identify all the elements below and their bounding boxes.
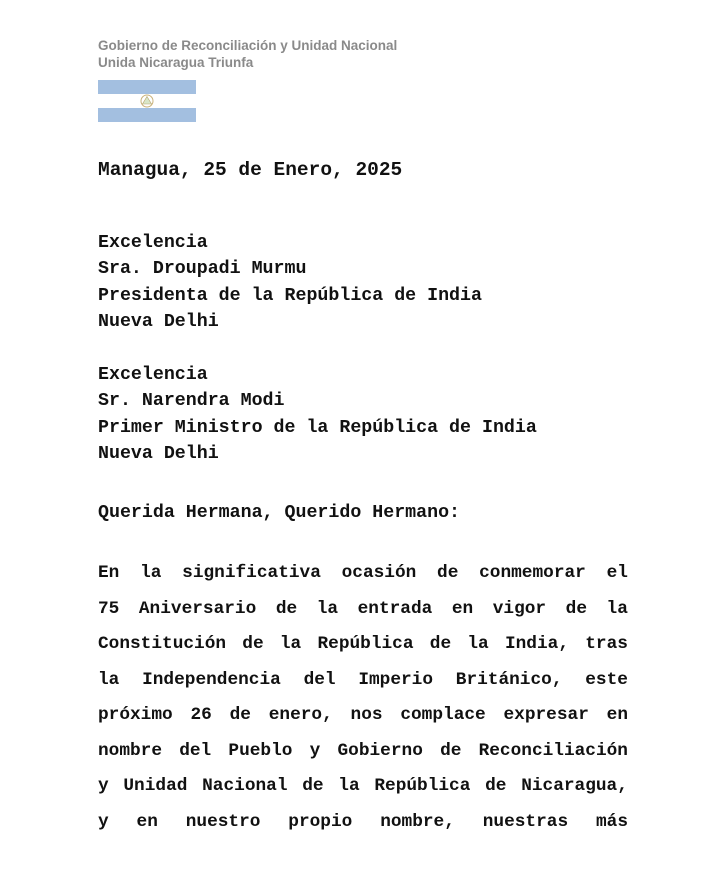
body-word: India, bbox=[504, 634, 569, 654]
body-word: Unidad bbox=[123, 776, 188, 796]
body-word: y bbox=[98, 776, 109, 796]
letterhead bbox=[98, 37, 397, 71]
body-word: nombre, bbox=[380, 811, 455, 832]
body-word: tras bbox=[585, 634, 628, 654]
recipient-city: Nueva Delhi bbox=[98, 443, 219, 464]
body-word: entrada bbox=[357, 598, 433, 619]
body-word: del bbox=[303, 669, 336, 690]
nicaragua-flag-icon bbox=[98, 80, 196, 122]
body-word: Aniversario bbox=[138, 598, 257, 619]
recipient-block-prime-minister bbox=[98, 362, 537, 467]
body-word: nombre bbox=[98, 740, 163, 761]
body-word: en bbox=[451, 598, 474, 619]
body-line bbox=[98, 596, 628, 632]
body-word: 75 bbox=[98, 598, 120, 619]
body-word: Constitución bbox=[98, 634, 227, 654]
body-line bbox=[98, 773, 628, 809]
recipient-title: Primer Ministro de la República de India bbox=[98, 417, 537, 438]
recipient-name: Sra. Droupadi Murmu bbox=[98, 259, 307, 280]
body-word: y bbox=[309, 740, 321, 761]
body-word: de bbox=[565, 598, 587, 619]
body-word: Nicaragua, bbox=[521, 776, 628, 796]
body-word: nuestras bbox=[482, 811, 569, 832]
letter-body bbox=[98, 560, 628, 844]
body-word: 26 bbox=[190, 705, 212, 725]
recipient-name: Sr. Narendra Modi bbox=[98, 391, 285, 412]
body-word: del bbox=[179, 740, 212, 761]
body-word: y bbox=[98, 811, 109, 832]
body-word: expresar bbox=[503, 705, 589, 725]
body-word: Pueblo bbox=[228, 740, 293, 761]
body-word: más bbox=[595, 811, 628, 832]
body-word: significativa bbox=[182, 563, 321, 583]
body-word: nos bbox=[350, 705, 383, 725]
body-word: de bbox=[242, 634, 264, 654]
body-word: ocasión bbox=[341, 563, 417, 583]
recipient-block-president bbox=[98, 230, 482, 335]
recipient-honorific: Excelencia bbox=[98, 233, 208, 253]
body-word: Imperio bbox=[358, 669, 434, 690]
body-word: Gobierno bbox=[337, 740, 423, 761]
letterhead-slogan: Unida Nicaragua Triunfa bbox=[98, 55, 254, 70]
body-line bbox=[98, 631, 628, 667]
body-word: la bbox=[338, 776, 360, 796]
body-word: vigor bbox=[492, 598, 547, 619]
body-word: de bbox=[229, 705, 251, 725]
body-word: nuestro bbox=[185, 811, 261, 832]
body-line bbox=[98, 702, 628, 738]
letter-salutation: Querida Hermana, Querido Hermano: bbox=[98, 503, 461, 523]
body-word: enero, bbox=[268, 705, 333, 725]
body-word: República bbox=[374, 776, 471, 796]
body-word: complace bbox=[400, 705, 486, 725]
body-word: Reconciliación bbox=[478, 740, 628, 761]
body-word: En bbox=[98, 563, 120, 583]
recipient-title: Presidenta de la República de India bbox=[98, 285, 482, 306]
body-word: este bbox=[585, 669, 628, 690]
recipient-city: Nueva Delhi bbox=[98, 311, 219, 332]
body-line bbox=[98, 738, 628, 774]
letter-dateline: Managua, 25 de Enero, 2025 bbox=[98, 159, 403, 181]
body-word: la bbox=[606, 598, 628, 619]
body-word: en bbox=[606, 705, 628, 725]
body-word: la bbox=[98, 669, 120, 690]
body-word: de bbox=[485, 776, 507, 796]
body-word: de bbox=[437, 563, 459, 583]
body-word: República bbox=[317, 634, 414, 654]
body-word: en bbox=[136, 811, 158, 832]
body-word: Británico, bbox=[455, 669, 563, 690]
body-word: de bbox=[275, 598, 298, 619]
letterhead-government-name: Gobierno de Reconciliación y Unidad Nacional bbox=[98, 38, 398, 53]
body-word: de bbox=[429, 634, 452, 654]
body-word: propio bbox=[288, 811, 353, 832]
body-word: la bbox=[140, 563, 162, 583]
body-word: de bbox=[440, 740, 462, 761]
recipient-honorific: Excelencia bbox=[98, 365, 208, 385]
body-word: conmemorar bbox=[479, 563, 586, 583]
body-word: próximo bbox=[98, 705, 173, 725]
body-line bbox=[98, 809, 628, 845]
body-word: la bbox=[279, 634, 302, 654]
body-word: la bbox=[316, 598, 339, 619]
body-word: el bbox=[606, 563, 628, 583]
body-word: la bbox=[467, 634, 489, 654]
body-word: Independencia bbox=[142, 669, 281, 690]
body-word: Nacional bbox=[202, 776, 288, 796]
body-word: de bbox=[302, 776, 324, 796]
body-line bbox=[98, 667, 628, 703]
body-line bbox=[98, 560, 628, 596]
